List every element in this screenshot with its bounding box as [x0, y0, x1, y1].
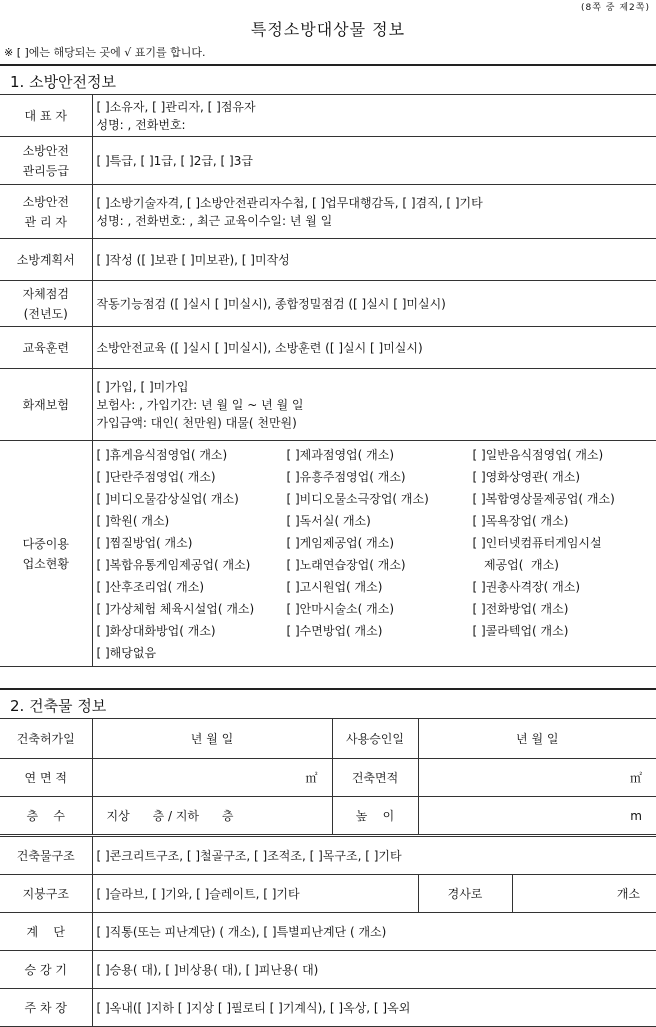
- multiuse-item[interactable]: [ ]해당없음: [96, 645, 157, 660]
- field-grade[interactable]: [ ]특급, [ ]1급, [ ]2급, [ ]3급: [92, 137, 656, 185]
- building-structure-table: [0, 836, 656, 1027]
- multiuse-item[interactable]: [ ]학원( 개소): [96, 513, 170, 528]
- multiuse-item[interactable]: [ ]유흥주점영업( 개소): [286, 469, 406, 484]
- multiuse-item[interactable]: [ ]가상체험 체육시설업( 개소): [96, 601, 255, 616]
- label-elevator: 승 강 기: [0, 951, 92, 989]
- field-training[interactable]: 소방안전교육 ([ ]실시 [ ]미실시), 소방훈련 ([ ]실시 [ ]미실시): [92, 327, 656, 369]
- multiuse-item[interactable]: [ ]복합영상물제공업( 개소): [472, 491, 615, 506]
- field-elevator[interactable]: [ ]승용( 대), [ ]비상용( 대), [ ]피난용( 대): [92, 951, 656, 989]
- multiuse-item[interactable]: [ ]콜라텍업( 개소): [472, 623, 569, 638]
- field-multiuse[interactable]: [92, 441, 656, 667]
- multiuse-item[interactable]: [ ]휴게음식점영업( 개소): [96, 447, 228, 462]
- field-permit-date[interactable]: 년 월 일: [92, 719, 332, 759]
- multiuse-item: 제공업( 개소): [472, 557, 559, 572]
- label-building-area: 건축면적: [332, 759, 418, 797]
- multiuse-item[interactable]: [ ]수면방업( 개소): [286, 623, 383, 638]
- multiuse-item[interactable]: [ ]권총사격장( 개소): [472, 579, 581, 594]
- row-insurance: [0, 369, 656, 441]
- multiuse-item[interactable]: [ ]게임제공업( 개소): [286, 535, 395, 550]
- manager-contact: 성명: , 전화번호: , 최근 교육이수일: 년 월 일: [96, 213, 333, 228]
- label-total-floor-area: 연 면 적: [0, 759, 92, 797]
- manager-qualification: [ ]소방기술자격, [ ]소방안전관리자수첩, [ ]업무대행감독, [ ]겸직, [ ]기타: [96, 195, 483, 210]
- multiuse-item[interactable]: [ ]일반음식점영업( 개소): [472, 447, 604, 462]
- multiuse-item[interactable]: [ ]영화상영관( 개소): [472, 469, 581, 484]
- row-roof: [0, 875, 656, 913]
- label-inspection: 자체점검 (전년도): [0, 281, 92, 327]
- multiuse-item[interactable]: [ ]화상대화방업( 개소): [96, 623, 216, 638]
- label-plan: 소방계획서: [0, 239, 92, 281]
- label-permit-date: 건축허가일: [0, 719, 92, 759]
- section1-heading: 1. 소방안전정보: [10, 73, 117, 91]
- row-elevator: [0, 951, 656, 989]
- insurance-status: [ ]가입, [ ]미가입: [96, 379, 189, 394]
- multiuse-item[interactable]: [ ]제과점영업( 개소): [286, 447, 395, 462]
- field-height[interactable]: m: [418, 797, 656, 835]
- label-stairs: 계 단: [0, 913, 92, 951]
- page-number: (8쪽 중 제2쪽): [581, 3, 650, 13]
- multiuse-item[interactable]: [ ]안마시술소( 개소): [286, 601, 395, 616]
- label-manager: 소방안전 관 리 자: [0, 185, 92, 239]
- row-grade: [0, 137, 656, 185]
- section2-header: [0, 688, 656, 719]
- label-parking: 주 차 장: [0, 989, 92, 1027]
- row-plan: [0, 239, 656, 281]
- instruction-note: ※ [ ]에는 해당되는 곳에 √ 표기를 합니다.: [4, 46, 206, 59]
- row-representative: [0, 95, 656, 137]
- representative-contact: 성명: , 전화번호:: [96, 117, 186, 132]
- multiuse-item[interactable]: [ ]산후조리업( 개소): [96, 579, 205, 594]
- row-training: [0, 327, 656, 369]
- multiuse-item[interactable]: [ ]복합유통게임제공업( 개소): [96, 557, 251, 572]
- label-height: 높 이: [332, 797, 418, 835]
- field-ramp[interactable]: 개소: [512, 875, 656, 913]
- section2-heading: 2. 건축물 정보: [10, 697, 107, 715]
- multiuse-item[interactable]: [ ]찜질방업( 개소): [96, 535, 193, 550]
- field-inspection[interactable]: 작동기능점검 ([ ]실시 [ ]미실시), 종합정밀점검 ([ ]실시 [ ]미실시): [92, 281, 656, 327]
- section1-header: [0, 64, 656, 95]
- label-multiuse: 다중이용 업소현황: [0, 441, 92, 667]
- label-ramp: 경사로: [418, 875, 512, 913]
- field-insurance[interactable]: [92, 369, 656, 441]
- multiuse-item[interactable]: [ ]독서실( 개소): [286, 513, 371, 528]
- multiuse-item[interactable]: [ ]노래연습장업( 개소): [286, 557, 406, 572]
- field-approval-date[interactable]: 년 월 일: [418, 719, 656, 759]
- building-info-table: [0, 718, 656, 835]
- field-plan[interactable]: [ ]작성 ([ ]보관 [ ]미보관), [ ]미작성: [92, 239, 656, 281]
- field-representative[interactable]: [92, 95, 656, 137]
- fire-safety-table: [0, 94, 656, 667]
- field-roof[interactable]: [ ]슬라브, [ ]기와, [ ]슬레이트, [ ]기타: [92, 875, 418, 913]
- row-manager: [0, 185, 656, 239]
- row-structure: [0, 837, 656, 875]
- label-roof: 지붕구조: [0, 875, 92, 913]
- row-multiuse: [0, 441, 656, 667]
- multiuse-item[interactable]: [ ]단란주점영업( 개소): [96, 469, 216, 484]
- page-title: 특정소방대상물 정보: [250, 20, 406, 39]
- row-parking: [0, 989, 656, 1027]
- row-inspection: [0, 281, 656, 327]
- insurance-amount: 가입금액: 대인( 천만원) 대물( 천만원): [96, 415, 297, 430]
- label-approval-date: 사용승인일: [332, 719, 418, 759]
- multiuse-item[interactable]: [ ]전화방업( 개소): [472, 601, 569, 616]
- label-structure: 건축물구조: [0, 837, 92, 875]
- multiuse-item[interactable]: [ ]인터넷컴퓨터게임시설: [472, 535, 602, 550]
- multiuse-item[interactable]: [ ]비디오물소극장업( 개소): [286, 491, 429, 506]
- insurance-company-period: 보험사: , 가입기간: 년 월 일 ~ 년 월 일: [96, 397, 304, 412]
- label-training: 교육훈련: [0, 327, 92, 369]
- row-floors: [0, 797, 656, 835]
- field-total-floor-area[interactable]: ㎡: [92, 759, 332, 797]
- field-floors[interactable]: 지상 층 / 지하 층: [92, 797, 332, 835]
- representative-role: [ ]소유자, [ ]관리자, [ ]점유자: [96, 99, 256, 114]
- field-building-area[interactable]: ㎡: [418, 759, 656, 797]
- field-manager[interactable]: [92, 185, 656, 239]
- label-grade: 소방안전 관리등급: [0, 137, 92, 185]
- label-insurance: 화재보험: [0, 369, 92, 441]
- multiuse-item[interactable]: [ ]목욕장업( 개소): [472, 513, 569, 528]
- field-structure[interactable]: [ ]콘크리트구조, [ ]철골구조, [ ]조적조, [ ]목구조, [ ]기타: [92, 837, 656, 875]
- row-area: [0, 759, 656, 797]
- field-stairs[interactable]: [ ]직통(또는 피난계단) ( 개소), [ ]특별피난계단 ( 개소): [92, 913, 656, 951]
- multiuse-item[interactable]: [ ]비디오물감상실업( 개소): [96, 491, 239, 506]
- row-permit: [0, 719, 656, 759]
- multiuse-grid: [97, 442, 653, 666]
- label-floors: 층 수: [0, 797, 92, 835]
- row-stairs: [0, 913, 656, 951]
- field-parking[interactable]: [ ]옥내([ ]지하 [ ]지상 [ ]필로티 [ ]기계식), [ ]옥상, [ ]옥외: [92, 989, 656, 1027]
- multiuse-item[interactable]: [ ]고시원업( 개소): [286, 579, 383, 594]
- label-representative: 대 표 자: [0, 95, 92, 137]
